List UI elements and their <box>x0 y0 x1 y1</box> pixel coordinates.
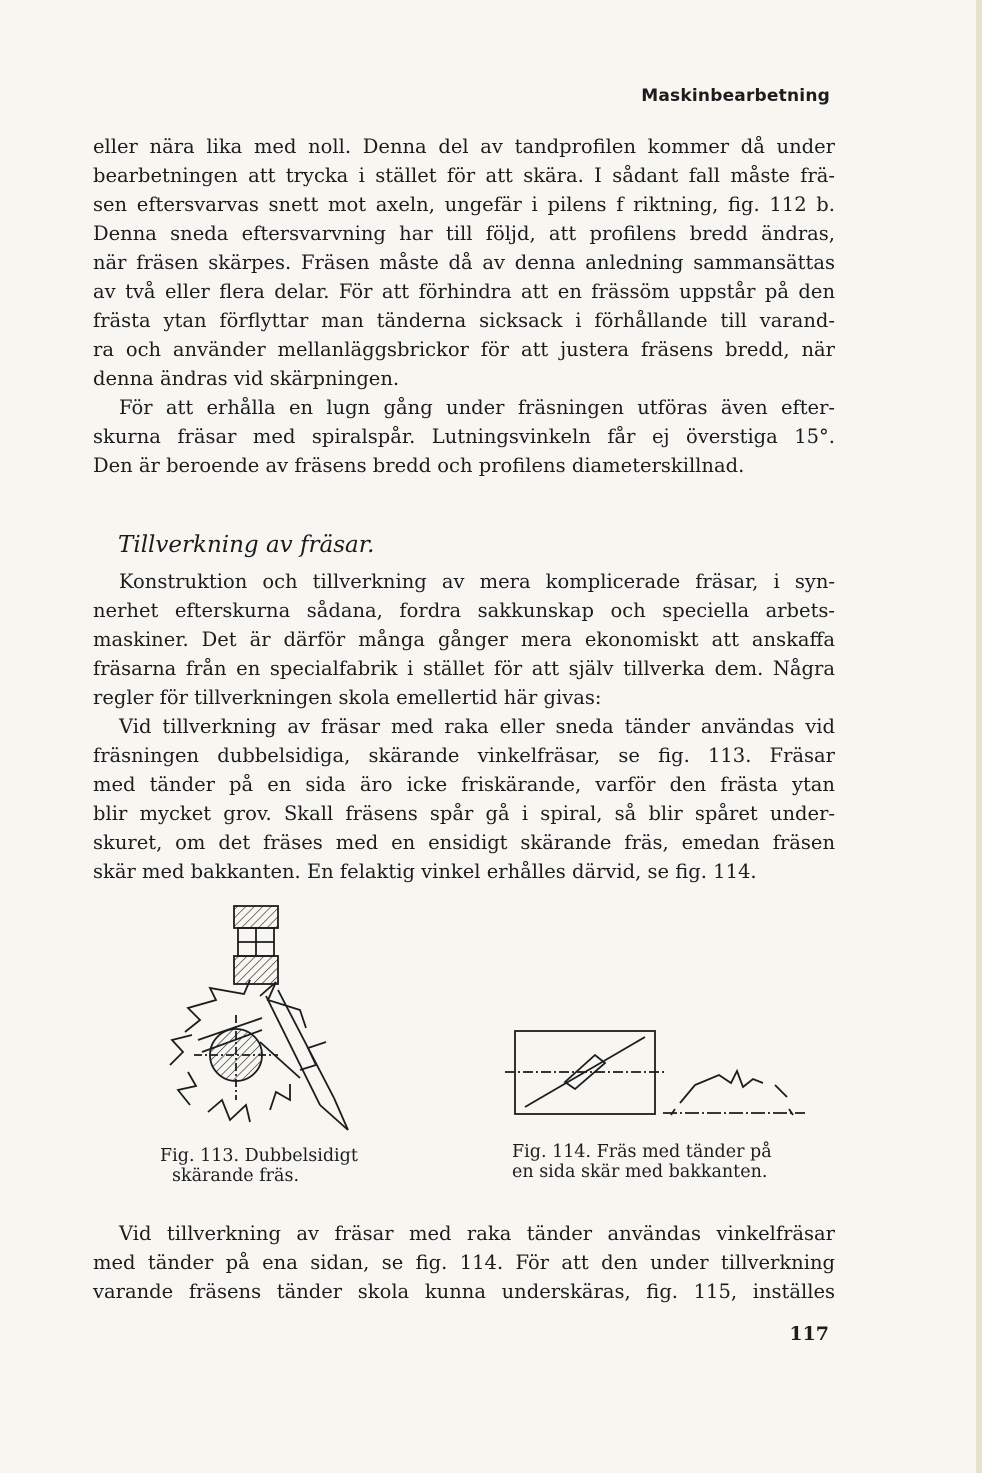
text-line: För att erhålla en lugn gång under fräsningen utföras även efter- <box>119 396 835 419</box>
text-line: denna ändras vid skärpningen. <box>93 367 400 390</box>
caption-line: Fig. 114. Fräs med tänder på <box>512 1142 772 1162</box>
paragraph-3 <box>93 567 835 886</box>
text-line: regler för tillverkningen skola emellertid här givas: <box>93 686 602 709</box>
figure-114-drawing <box>505 1025 815 1135</box>
text-line: maskiner. Det är därför många gånger mera ekonomiskt att anskaffa <box>93 628 835 651</box>
text-line: med tänder på en sida äro icke friskärande, varför den frästa ytan <box>93 773 835 796</box>
page-number: 117 <box>789 1323 829 1345</box>
text-line: fräsningen dubbelsidiga, skärande vinkelfräsar, se fig. 113. Fräsar <box>93 744 835 767</box>
page-edge <box>976 0 982 1473</box>
text-line: av två eller flera delar. För att förhindra att en frässöm uppstår på den <box>93 280 835 303</box>
text-line: varande fräsens tänder skola kunna underskäras, fig. 115, inställes <box>93 1280 835 1303</box>
figure-113-caption <box>160 1146 358 1186</box>
text-line: Vid tillverkning av fräsar med raka tänder användas vinkelfräsar <box>119 1222 835 1245</box>
text-line: blir mycket grov. Skall fräsens spår gå i spiral, så blir spåret under- <box>93 802 835 825</box>
text-line: eller nära lika med noll. Denna del av tandprofilen kommer då under <box>93 135 835 158</box>
caption-line: en sida skär med bakkanten. <box>512 1162 768 1182</box>
caption-line: Fig. 113. Dubbelsidigt <box>160 1146 358 1166</box>
caption-line: skärande fräs. <box>172 1166 300 1186</box>
text-line: fräsarna från en specialfabrik i stället för att själv tillverka dem. Några <box>93 657 835 680</box>
text-line: Vid tillverkning av fräsar med raka eller sneda tänder användas vid <box>119 715 835 738</box>
text-line: frästa ytan förflyttar man tänderna sicksack i förhållande till varand- <box>93 309 835 332</box>
text-line: med tänder på ena sidan, se fig. 114. För att den under tillverkning <box>93 1251 835 1274</box>
text-line: bearbetningen att trycka i stället för att skära. I sådant fall måste frä- <box>93 164 835 187</box>
running-head: Maskinbearbetning <box>641 86 830 106</box>
text-line: när fräsen skärpes. Fräsen måste då av denna anledning sammansättas <box>93 251 835 274</box>
section-heading: Tillverkning av fräsar. <box>118 532 375 558</box>
text-line: ra och använder mellanläggsbrickor för att justera fräsens bredd, när <box>93 338 835 361</box>
paragraph-5 <box>93 1219 835 1306</box>
text-line: sen eftersvarvas snett mot axeln, ungefär i pilens f riktning, fig. 112 b. <box>93 193 835 216</box>
text-line: skär med bakkanten. En felaktig vinkel erhålles därvid, se fig. 114. <box>93 860 757 883</box>
text-line: Konstruktion och tillverkning av mera komplicerade fräsar, i syn- <box>119 570 835 593</box>
text-line: skuret, om det fräses med en ensidigt skärande fräs, emedan fräsen <box>93 831 835 854</box>
text-line: skurna fräsar med spiralspår. Lutningsvinkeln får ej överstiga 15°. <box>93 425 835 448</box>
text-line: Denna sneda eftersvarvning har till följd, att profilens bredd ändras, <box>93 222 835 245</box>
figure-114-caption <box>512 1142 772 1182</box>
text-line: Den är beroende av fräsens bredd och profilens diameterskillnad. <box>93 454 745 477</box>
figure-113-drawing <box>150 900 370 1135</box>
paragraph-1 <box>93 132 835 480</box>
text-line: nerhet efterskurna sådana, fordra sakkunskap och speciella arbets- <box>93 599 835 622</box>
